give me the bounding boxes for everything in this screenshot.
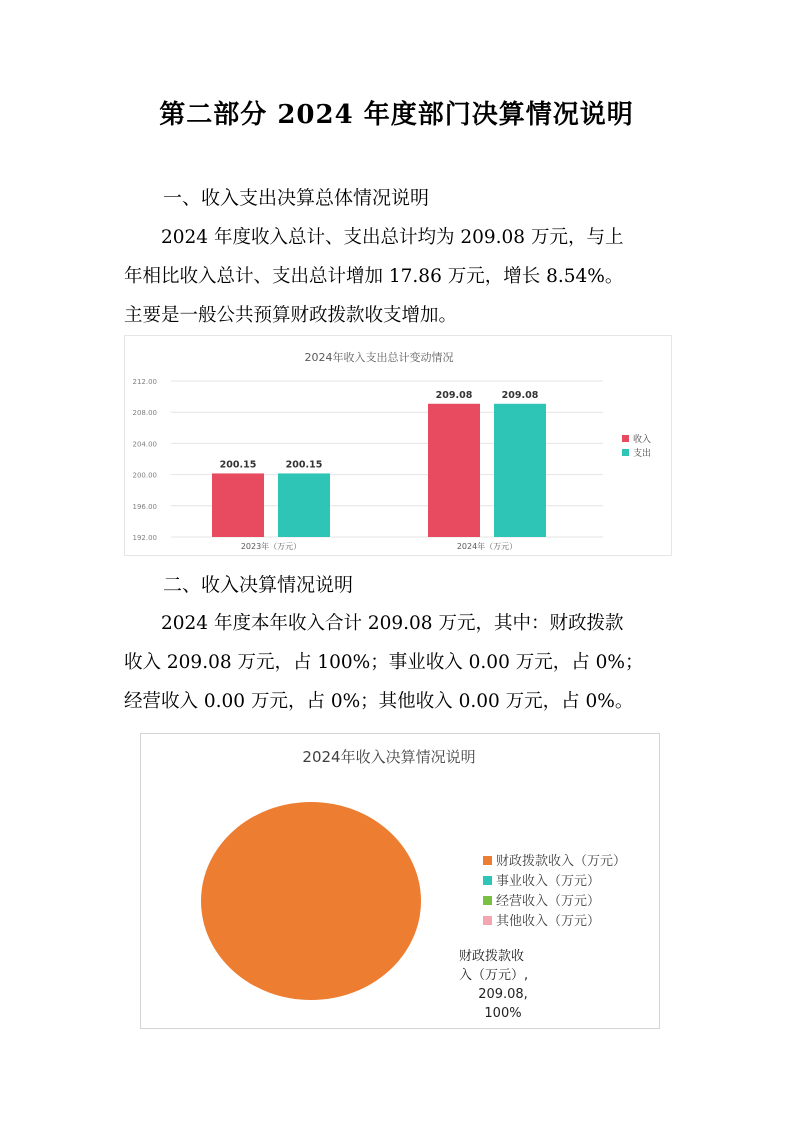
data-label: 209.08 — [501, 389, 539, 401]
section-heading-income-expense: 一、收入支出决算总体情况说明 — [163, 187, 430, 209]
pie-chart-svg — [141, 734, 659, 1028]
data-label: 200.15 — [285, 459, 323, 471]
pie-chart — [140, 733, 660, 1029]
y-tick-label: 204.00 — [132, 440, 157, 449]
y-tick-label: 192.00 — [132, 534, 157, 542]
paragraph-line: 收入 209.08 万元，占 100%；事业收入 0.00 万元，占 0%； — [124, 652, 644, 673]
pie-data-label: 100% — [484, 1006, 522, 1021]
legend-swatch — [483, 856, 492, 865]
legend-swatch — [483, 916, 492, 925]
legend-label: 事业收入（万元） — [496, 874, 601, 889]
x-tick-label: 2024年（万元） — [456, 542, 518, 551]
bar — [278, 473, 330, 537]
y-tick-label: 196.00 — [132, 502, 157, 511]
data-label: 209.08 — [435, 389, 473, 401]
pie-slice — [201, 802, 421, 1000]
legend-swatch — [483, 876, 492, 885]
pie-data-label: 入（万元）, — [459, 968, 529, 983]
pie-data-label: 209.08, — [478, 987, 528, 1002]
pie-data-label: 财政拨款收 — [459, 949, 525, 964]
bar-chart-svg — [125, 336, 671, 555]
bar — [428, 404, 480, 537]
legend-label: 财政拨款收入（万元） — [496, 854, 627, 869]
paragraph-line: 年相比收入总计、支出总计增加 17.86 万元，增长 8.54%。 — [124, 266, 624, 287]
legend-swatch — [622, 435, 629, 442]
legend-label: 支出 — [633, 449, 652, 459]
y-tick-label: 208.00 — [132, 409, 157, 418]
paragraph-line: 主要是一般公共预算财政拨款收支增加。 — [124, 305, 458, 326]
bar-chart — [124, 335, 672, 556]
chart-title: 2024年收入决算情况说明 — [302, 748, 476, 766]
legend-label: 其他收入（万元） — [496, 914, 601, 929]
chart-title: 2024年收入支出总计变动情况 — [304, 351, 454, 364]
section1-paragraph — [124, 218, 672, 335]
paragraph-line: 2024 年度收入总计、支出总计均为 209.08 万元，与上 — [161, 227, 624, 248]
bar — [494, 404, 546, 537]
section-heading-income: 二、收入决算情况说明 — [163, 574, 354, 596]
paragraph-line: 经营收入 0.00 万元，占 0%；其他收入 0.00 万元，占 0%。 — [124, 691, 634, 712]
page-title: 第二部分 2024 年度部门决算情况说明 — [159, 100, 634, 130]
paragraph-line: 2024 年度本年收入合计 209.08 万元，其中：财政拨款 — [161, 613, 624, 634]
data-label: 200.15 — [219, 459, 257, 471]
section2-paragraph — [124, 604, 672, 721]
bar — [212, 473, 264, 537]
legend-swatch — [622, 449, 629, 456]
legend-label: 收入 — [633, 435, 652, 445]
legend-label: 经营收入（万元） — [496, 894, 601, 909]
x-tick-label: 2023年（万元） — [240, 542, 302, 551]
y-tick-label: 200.00 — [132, 471, 157, 480]
y-tick-label: 212.00 — [132, 378, 157, 386]
legend-swatch — [483, 896, 492, 905]
